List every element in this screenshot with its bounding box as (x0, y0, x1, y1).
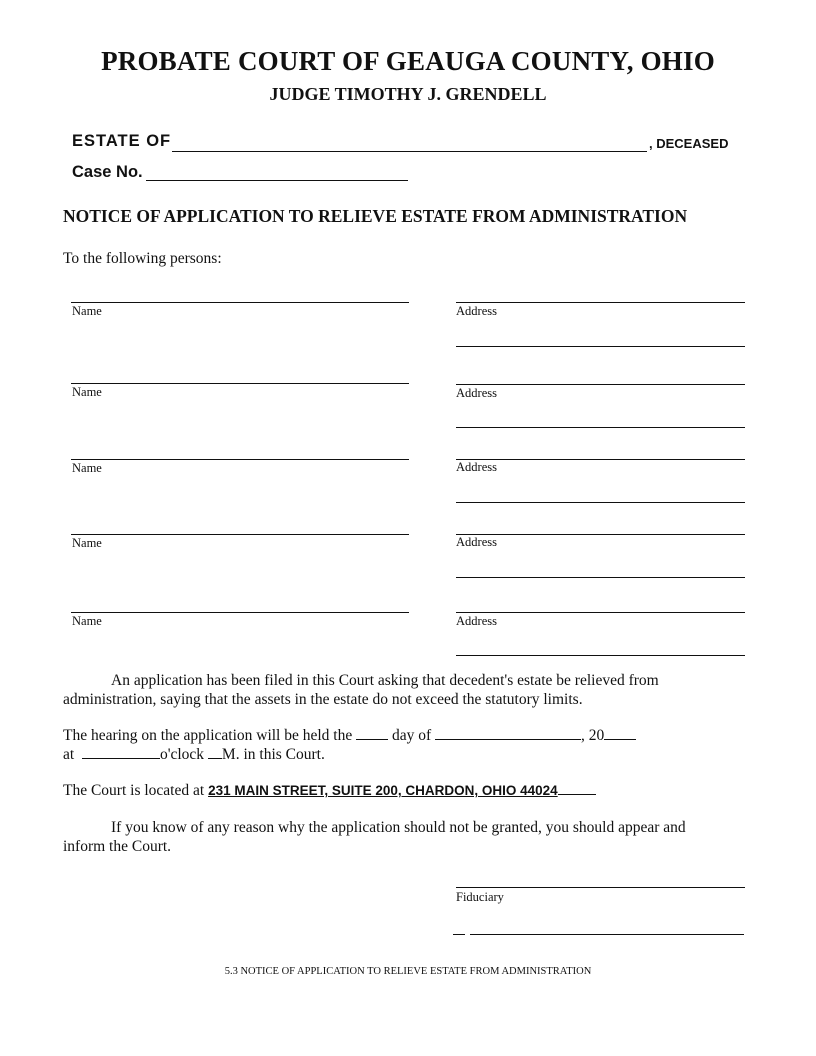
deceased-label: , DECEASED (649, 136, 729, 151)
name-label: Name (72, 614, 102, 628)
name-label: Name (72, 385, 102, 399)
person-address-field[interactable] (456, 612, 745, 613)
court-address: 231 MAIN STREET, SUITE 200, CHARDON, OHIO 44024 (208, 783, 558, 798)
address-label: Address (456, 535, 497, 549)
hearing-text-a: The hearing on the application will be held the (63, 727, 353, 744)
address-label: Address (456, 304, 497, 318)
objection-paragraph-line2: inform the Court. (63, 838, 172, 855)
hearing-time-line (63, 745, 325, 764)
hearing-year-field[interactable] (604, 726, 636, 740)
address-label: Address (456, 460, 497, 474)
person-address-field[interactable] (456, 302, 745, 303)
hearing-text-b: day of (392, 727, 432, 744)
name-label: Name (72, 536, 102, 550)
court-location-line (63, 781, 596, 800)
person-name-field[interactable] (71, 459, 409, 460)
person-name-field[interactable] (71, 534, 409, 535)
hearing-text-e: o'clock (159, 746, 205, 763)
court-title: PROBATE COURT OF GEAUGA COUNTY, OHIO (101, 46, 715, 76)
person-address-field[interactable] (456, 384, 745, 385)
court-location-label: The Court is located at (63, 782, 205, 799)
case-number-label: Case No. (72, 163, 143, 181)
fiduciary-short-line (453, 934, 465, 935)
person-name-field[interactable] (71, 383, 409, 384)
hearing-ampm-field[interactable] (208, 745, 222, 759)
judge-name: JUDGE TIMOTHY J. GRENDELL (269, 84, 547, 104)
notice-intro: To the following persons: (63, 250, 222, 267)
estate-name-field[interactable] (172, 151, 647, 152)
fiduciary-name-field[interactable] (470, 934, 744, 935)
person-address-line2-field[interactable] (456, 427, 745, 428)
person-address-field[interactable] (456, 459, 745, 460)
hearing-text-f: M. in this Court. (221, 746, 325, 763)
objection-paragraph-line1: If you know of any reason why the application should not be granted, you should appear and (111, 819, 686, 836)
name-label: Name (72, 461, 102, 475)
fiduciary-label: Fiduciary (456, 890, 504, 904)
person-name-field[interactable] (71, 302, 409, 303)
court-address-trailing-line (558, 783, 596, 795)
application-paragraph-line2: administration, saying that the assets in the estate do not exceed the statutory limits. (63, 691, 583, 708)
person-name-field[interactable] (71, 612, 409, 613)
hearing-day-field[interactable] (356, 726, 388, 740)
hearing-text-d: at (63, 746, 75, 763)
person-address-field[interactable] (456, 534, 745, 535)
hearing-month-field[interactable] (435, 726, 581, 740)
form-footer: 5.3 NOTICE OF APPLICATION TO RELIEVE ESTATE FROM ADMINISTRATION (224, 966, 592, 977)
person-address-line2-field[interactable] (456, 655, 745, 656)
application-paragraph-line1: An application has been filed in this Court asking that decedent's estate be relieved from (111, 672, 659, 689)
person-address-line2-field[interactable] (456, 502, 745, 503)
case-number-field[interactable] (146, 180, 408, 181)
name-label: Name (72, 304, 102, 318)
address-label: Address (456, 386, 497, 400)
person-address-line2-field[interactable] (456, 577, 745, 578)
address-label: Address (456, 614, 497, 628)
hearing-time-field[interactable] (82, 745, 160, 759)
fiduciary-signature-field[interactable] (456, 887, 745, 888)
person-address-line2-field[interactable] (456, 346, 745, 347)
estate-of-label: ESTATE OF (72, 132, 172, 150)
hearing-text-c: , 20 (581, 727, 605, 744)
hearing-line (63, 726, 636, 745)
notice-title: NOTICE OF APPLICATION TO RELIEVE ESTATE FROM ADMINISTRATION (63, 206, 688, 226)
